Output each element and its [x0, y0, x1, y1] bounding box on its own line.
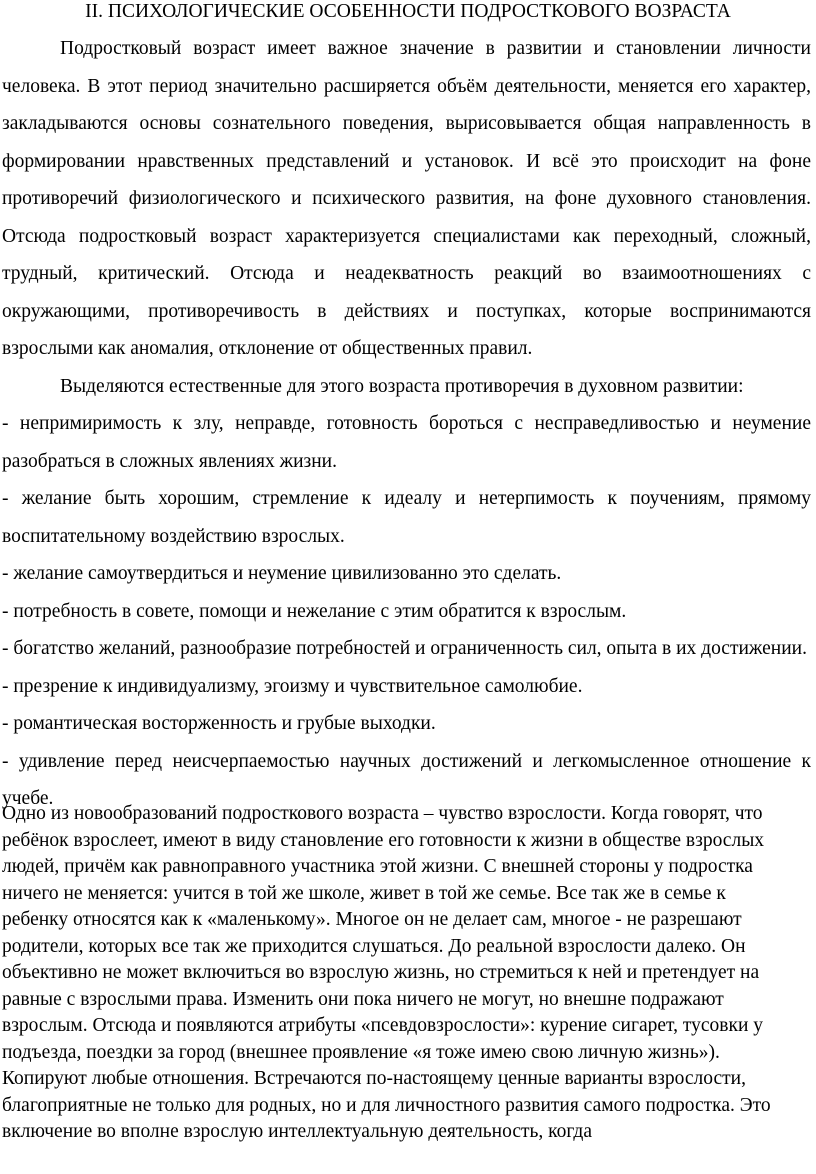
list-item: - желание быть хорошим, стремление к идеалу и нетерпимость к поучениям, прямому воспитательному воздействию взрослых.: [2, 488, 811, 547]
list-item: - презрение к индивидуализму, эгоизму и чувствительное самолюбие.: [2, 675, 583, 697]
list-item: - потребность в совете, помощи и нежелание с этим обратится к взрослым.: [2, 600, 627, 622]
list-item: - удивление перед неисчерпаемостью научных достижений и легкомысленное отношение к учебе.: [2, 750, 811, 809]
list-item: - богатство желаний, разнообразие потребностей и ограниченность сил, опыта в их достижении.: [2, 638, 807, 659]
contradictions-intro: Выделяются естественные для этого возраста противоречия в духовном развитии:: [60, 375, 744, 397]
list-item: - романтическая восторженность и грубые выходки.: [2, 713, 436, 734]
closing-text-block: [2, 801, 790, 1146]
intro-paragraph: Подростковый возраст имеет важное значение в развитии и становлении личности человека. В этот период значительно расширяется объём деятельности, меняется его характер, закладываются основы сознательного поведения, вырисовывается общая направленность в формировании нравственных представлений и установок. И всё это происходит на фоне противоречий физиологического и психического развития, на фоне духовного становления. Отсюда подростковый возраст характеризуется специалистами как переходный, сложный, трудный, критический. Отсюда и неадекватность реакций во взаимоотношениях с окружающими, противоречивость в действиях и поступках, которые воспринимаются взрослыми как аномалия, отклонение от общественных правил.: [2, 38, 811, 359]
list-item: - желание самоутвердиться и неумение цивилизованно это сделать.: [2, 563, 562, 584]
main-text-block: [2, 30, 811, 818]
closing-paragraph: Одно из новообразований подросткового возраста – чувство взрослости. Когда говорят, что ребёнок взрослеет, имеют в виду становление его готовности к жизни в обществе взрослых людей, причём как равноправного участника этой жизни. С внешней стороны у подростка ничего не меняется: учится в той же школе, живет в той же семье. Все так же в семье к ребенку относятся как к «маленькому». Многое он не делает сам, многое - не разрешают родители, которых все так же приходится слушаться. До реальной взрослости далеко. Он объективно не может включиться во взрослую жизнь, но стремиться к ней и претендует на равные с взрослыми права. Изменить они пока ничего не могут, но внешне подражают взрослым. Отсюда и появляются атрибуты «псевдовзрослости»: курение сигарет, тусовки у подъезда, поездки за город (внешнее проявление «я тоже имею свою личную жизнь»). Копируют любые отношения. Встречаются по-настоящему ценные варианты взрослости, благоприятные не только для родных, но и для личностного развития самого подростка. Это включение во вполне взрослую интеллектуальную деятельность, когда: [2, 803, 771, 1142]
list-item: - непримиримость к злу, неправде, готовность бороться с несправедливостью и неумение разобраться в сложных явлениях жизни.: [2, 413, 811, 472]
page-title: II. ПСИХОЛОГИЧЕСКИЕ ОСОБЕННОСТИ ПОДРОСТКОВОГО ВОЗРАСТА: [85, 1, 731, 22]
